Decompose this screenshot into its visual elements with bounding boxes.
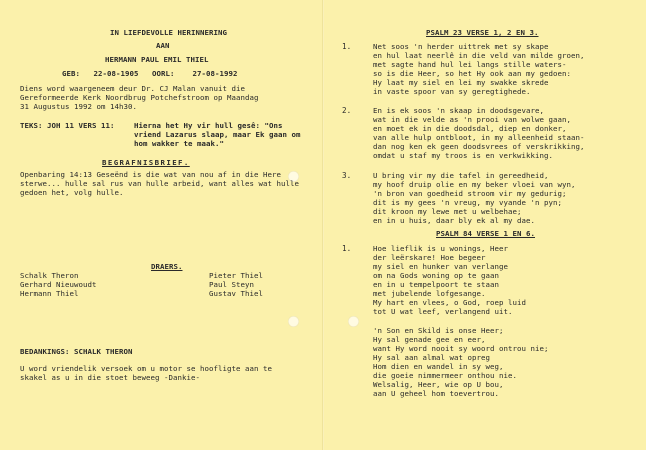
verse-number: 2. xyxy=(342,106,352,115)
verse-number: 3. xyxy=(342,171,352,180)
psalm84-v1-line-3: my siel en hunker van verlange xyxy=(373,262,508,271)
psalm23-v1-line-2: en hul laat neerlê in die veld van milde groen, xyxy=(373,51,585,60)
draer-left-1: Schalk Theron xyxy=(20,271,79,280)
psalm23-v1-line-1: Net soos 'n herder uittrek met sy skape xyxy=(373,42,549,51)
begrafnis-line-2: sterwe... hulle sal rus van hulle arbeid, want alles wat hulle xyxy=(20,179,299,188)
heading-herinnering: IN LIEFDEVOLLE HERINNERING xyxy=(110,28,227,37)
psalm23-v2-line-1: En is ek soos 'n skaap in doodsgevare, xyxy=(373,106,544,115)
psalm84-v1-line-7: My hart en vlees, o God, roep luid xyxy=(373,298,526,307)
draer-left-2: Gerhard Nieuwoudt xyxy=(20,280,97,289)
psalm23-v2-line-5: dan nog ken ek geen doodsvrees of verskrikking, xyxy=(373,142,585,151)
psalm23-v1-line-5: Hy laat my siel en lei my swakke skrede xyxy=(373,78,549,87)
punch-hole-right xyxy=(348,316,359,327)
punch-hole-bottom xyxy=(288,316,299,327)
psalm23-v3-line-3: 'n bron van goedheid stroom vir my gedurig; xyxy=(373,189,567,198)
psalm23-v2-line-4: van alle hulp ontbloot, in my alleenheid staan- xyxy=(373,133,585,142)
psalm23-v3-line-5: dit kroon my lewe met u welbehae; xyxy=(373,207,522,216)
draer-right-1: Pieter Thiel xyxy=(209,271,263,280)
birth-death-dates: GEB: 22-08-1905 OORL: 27-08-1992 xyxy=(62,69,238,78)
psalm84-v6-line-5: Hom dien en wandel in sy weg, xyxy=(373,362,504,371)
psalm84-v6-line-7: Welsalig, Heer, wie op U bou, xyxy=(373,380,504,389)
psalm23-v1-line-6: in vaste spoor van sy geregtighede. xyxy=(373,87,531,96)
psalm84-v1-line-4: om na Gods woning op te gaan xyxy=(373,271,499,280)
psalm84-v6-line-4: Hy sal aan almal wat opreg xyxy=(373,353,490,362)
verse-number: 1. xyxy=(342,244,352,253)
psalm23-v2-line-3: en moet ek in die doodsdal, diep en donker, xyxy=(373,124,567,133)
psalm-23-heading: PSALM 23 VERSE 1, 2 EN 3. xyxy=(426,28,539,37)
psalm84-v1-line-1: Hoe lieflik is u wonings, Heer xyxy=(373,244,508,253)
service-line-2: Gereformeerde Kerk Noordbrug Potchefstroom op Maandag xyxy=(20,93,259,102)
psalm23-v3-line-2: my hoof druip olie en my beker vloei van wyn, xyxy=(373,180,576,189)
psalm23-v1-line-3: met sagte hand hul lei langs stille waters- xyxy=(373,60,567,69)
psalm23-v2-line-2: wat in die velde as 'n prooi van wolwe gaan, xyxy=(373,115,571,124)
psalm84-v1-line-8: tot U wat leef, verlangend uit. xyxy=(373,307,513,316)
psalm84-v6-line-6: die goeie nimmermeer onthou nie. xyxy=(373,371,517,380)
bedankings-label: BEDANKINGS: SCHALK THERON xyxy=(20,347,133,356)
begrafnis-line-1: Openbaring 14:13 Geseënd is die wat van nou af in die Here xyxy=(20,170,281,179)
teks-line-3: hom wakker te maak." xyxy=(134,139,224,148)
verse-number: 1. xyxy=(342,42,352,51)
service-line-3: 31 Augustus 1992 om 14h30. xyxy=(20,102,137,111)
draer-left-3: Hermann Thiel xyxy=(20,289,79,298)
psalm84-v1-line-5: en in u tempelpoort te staan xyxy=(373,280,499,289)
psalm-84-heading: PSALM 84 VERSE 1 EN 6. xyxy=(436,229,535,238)
psalm84-v1-line-2: der leërskare! Hoe begeer xyxy=(373,253,486,262)
teks-label: TEKS: JOH 11 VERS 11: xyxy=(20,121,115,130)
begrafnis-line-3: gedoen het, volg hulle. xyxy=(20,188,124,197)
psalm23-v2-line-6: omdat u staf my troos is en verkwikking. xyxy=(373,151,553,160)
psalm84-v6-line-8: aan U geheel hom toevertrou. xyxy=(373,389,499,398)
draers-heading: DRAERS. xyxy=(151,262,183,271)
bedankings-line-2: skakel as u in die stoet beweeg -Dankie- xyxy=(20,373,200,382)
heading-aan: AAN xyxy=(156,41,170,50)
psalm23-v1-line-4: so is die Heer, so het Hy ook aan my gedoen: xyxy=(373,69,571,78)
psalm84-v6-line-2: Hy sal genade gee en eer, xyxy=(373,335,486,344)
center-fold xyxy=(322,0,324,450)
bedankings-line-1: U word vriendelik versoek om u motor se hoofligte aan te xyxy=(20,364,272,373)
teks-line-2: vriend Lazarus slaap, maar Ek gaan om xyxy=(134,130,301,139)
psalm23-v3-line-6: en in u huis, daar bly ek al my dae. xyxy=(373,216,535,225)
psalm84-v6-line-3: want Hy word nooit sy woord ontrou nie; xyxy=(373,344,549,353)
psalm23-v3-line-4: dit is my gees 'n vreug, my vyande 'n pyn; xyxy=(373,198,562,207)
psalm84-v1-line-6: met jubelende lofgesange. xyxy=(373,289,486,298)
begrafnisbrief-heading: BEGRAFNISBRIEF. xyxy=(102,158,190,167)
draer-right-3: Gustav Thiel xyxy=(209,289,263,298)
psalm23-v3-line-1: U bring vir my die tafel in gereedheid, xyxy=(373,171,549,180)
draer-right-2: Paul Steyn xyxy=(209,280,254,289)
deceased-name: HERMANN PAUL EMIL THIEL xyxy=(105,55,209,64)
psalm84-v6-line-1: 'n Son en Skild is onse Heer; xyxy=(373,326,504,335)
service-line-1: Diens word waargeneem deur Dr. CJ Malan vanuit die xyxy=(20,84,245,93)
teks-line-1: Hierna het Hy vir hull gesê: "Ons xyxy=(134,121,283,130)
